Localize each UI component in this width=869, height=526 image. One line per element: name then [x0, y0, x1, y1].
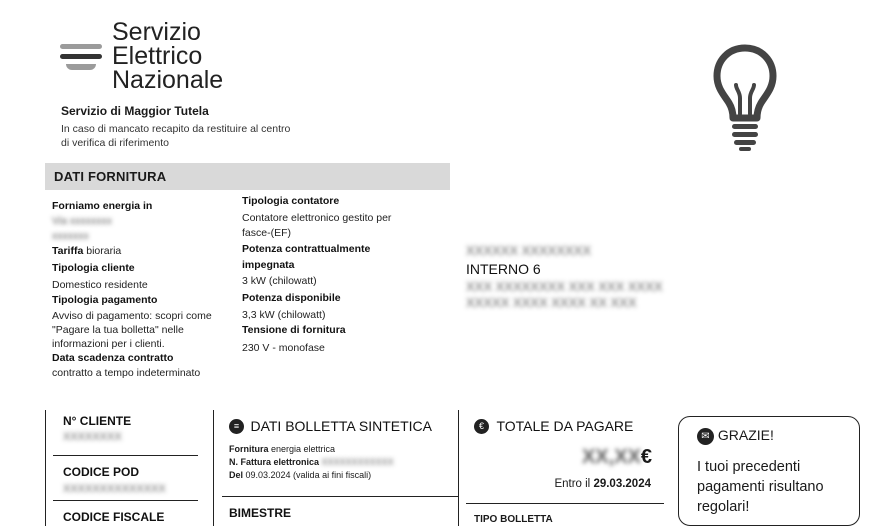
forniamo-label: Forniamo energia in — [52, 200, 153, 212]
envelope-icon: ✉ — [697, 428, 714, 445]
recipient-address — [466, 243, 663, 310]
dati-fornitura-header — [45, 163, 450, 190]
divider — [53, 455, 198, 456]
tipologia-contatore-value: Contatore elettronico gestito per fasce-(EF) — [242, 212, 392, 239]
tipologia-pagamento-label: Tipologia pagamento — [52, 294, 158, 306]
tensione-value: 230 V - monofase — [242, 342, 325, 354]
grazie-header — [697, 427, 774, 445]
divider — [213, 410, 214, 526]
grazie-box — [678, 416, 860, 526]
tipo-bolletta-label: TIPO BOLLETTA — [474, 514, 553, 525]
sintetica-header — [229, 418, 432, 436]
data-scadenza-label: Data scadenza contratto — [52, 352, 174, 364]
recipient-line-4: XXXXX XXXX XXXX XX XXX — [466, 295, 637, 310]
logo-line-2: Elettrico — [112, 42, 203, 70]
recipient-line-2: INTERNO 6 — [466, 261, 541, 277]
divider — [222, 496, 458, 497]
logo-line-1: Servizio — [112, 18, 201, 46]
divider — [45, 410, 46, 526]
tipologia-cliente-label: Tipologia cliente — [52, 262, 135, 274]
recipient-line-1: XXXXXX XXXXXXXX — [466, 243, 592, 258]
address-hidden-1: Via xxxxxxxx — [52, 215, 112, 227]
sintetica-details: Fornitura energia elettrica N. Fattura elettronica XXXXXXXXXXXX Del 09.03.2024 (valida ai fini fiscali) — [229, 444, 394, 480]
totale-amount: XX,XX€ — [581, 446, 652, 468]
potenza-impegnata-label: Potenza contrattualmente impegnata — [242, 243, 371, 271]
potenza-disponibile-value: 3,3 kW (chilowatt) — [242, 309, 326, 321]
codice-pod-value: XXXXXXXXXXXXXX — [63, 483, 166, 495]
service-subtitle: In caso di mancato recapito da restituire al centro di verifica di riferimento — [61, 123, 291, 149]
sintetica-title: DATI BOLLETTA SINTETICA — [250, 418, 432, 434]
tipologia-contatore-label: Tipologia contatore — [242, 195, 340, 207]
fornitura-col-2 — [242, 194, 427, 356]
divider — [466, 503, 664, 504]
tipologia-pagamento-value: Avviso di pagamento: scopri come "Pagare la tua bolletta" nelle informazioni per i clienti. — [52, 310, 212, 350]
address-hidden-2: xxxxxxx — [52, 230, 89, 242]
codice-pod-label: CODICE POD — [63, 465, 140, 479]
tipologia-cliente-value: Domestico residente — [52, 279, 148, 291]
currency-symbol: € — [640, 446, 652, 468]
fornitura-col-1 — [52, 199, 232, 381]
section-title: DATI FORNITURA — [54, 169, 167, 184]
logo-line-3: Nazionale — [112, 66, 224, 94]
divider — [458, 410, 459, 526]
potenza-disponibile-label: Potenza disponibile — [242, 292, 341, 304]
divider — [53, 500, 198, 501]
logo-text — [112, 20, 223, 92]
bimestre-label: BIMESTRE — [229, 506, 292, 520]
service-title: Servizio di Maggior Tutela — [61, 104, 209, 118]
codice-fiscale-label: CODICE FISCALE — [63, 510, 165, 524]
grazie-title: GRAZIE! — [717, 427, 774, 443]
recipient-line-3: XXX XXXXXXXX XXX XXX XXXX — [466, 279, 663, 294]
grazie-body: I tuoi precedenti pagamenti risultano regolari! — [697, 459, 824, 515]
document-icon: ≡ — [229, 419, 244, 434]
data-scadenza-value: contratto a tempo indeterminato — [52, 367, 201, 379]
n-cliente-label: N° CLIENTE — [63, 414, 132, 428]
logo-mark — [60, 44, 102, 74]
euro-icon: € — [474, 419, 489, 434]
n-cliente-value: XXXXXXXX — [63, 431, 122, 443]
potenza-impegnata-value: 3 kW (chilowatt) — [242, 275, 317, 287]
entro-row: Entro il 29.03.2024 — [554, 478, 651, 490]
totale-header — [474, 418, 633, 436]
tariffa-row: Tariffa bioraria — [52, 245, 122, 257]
tensione-label: Tensione di fornitura — [242, 324, 346, 336]
lightbulb-icon — [712, 42, 778, 152]
totale-title: TOTALE DA PAGARE — [496, 418, 634, 434]
